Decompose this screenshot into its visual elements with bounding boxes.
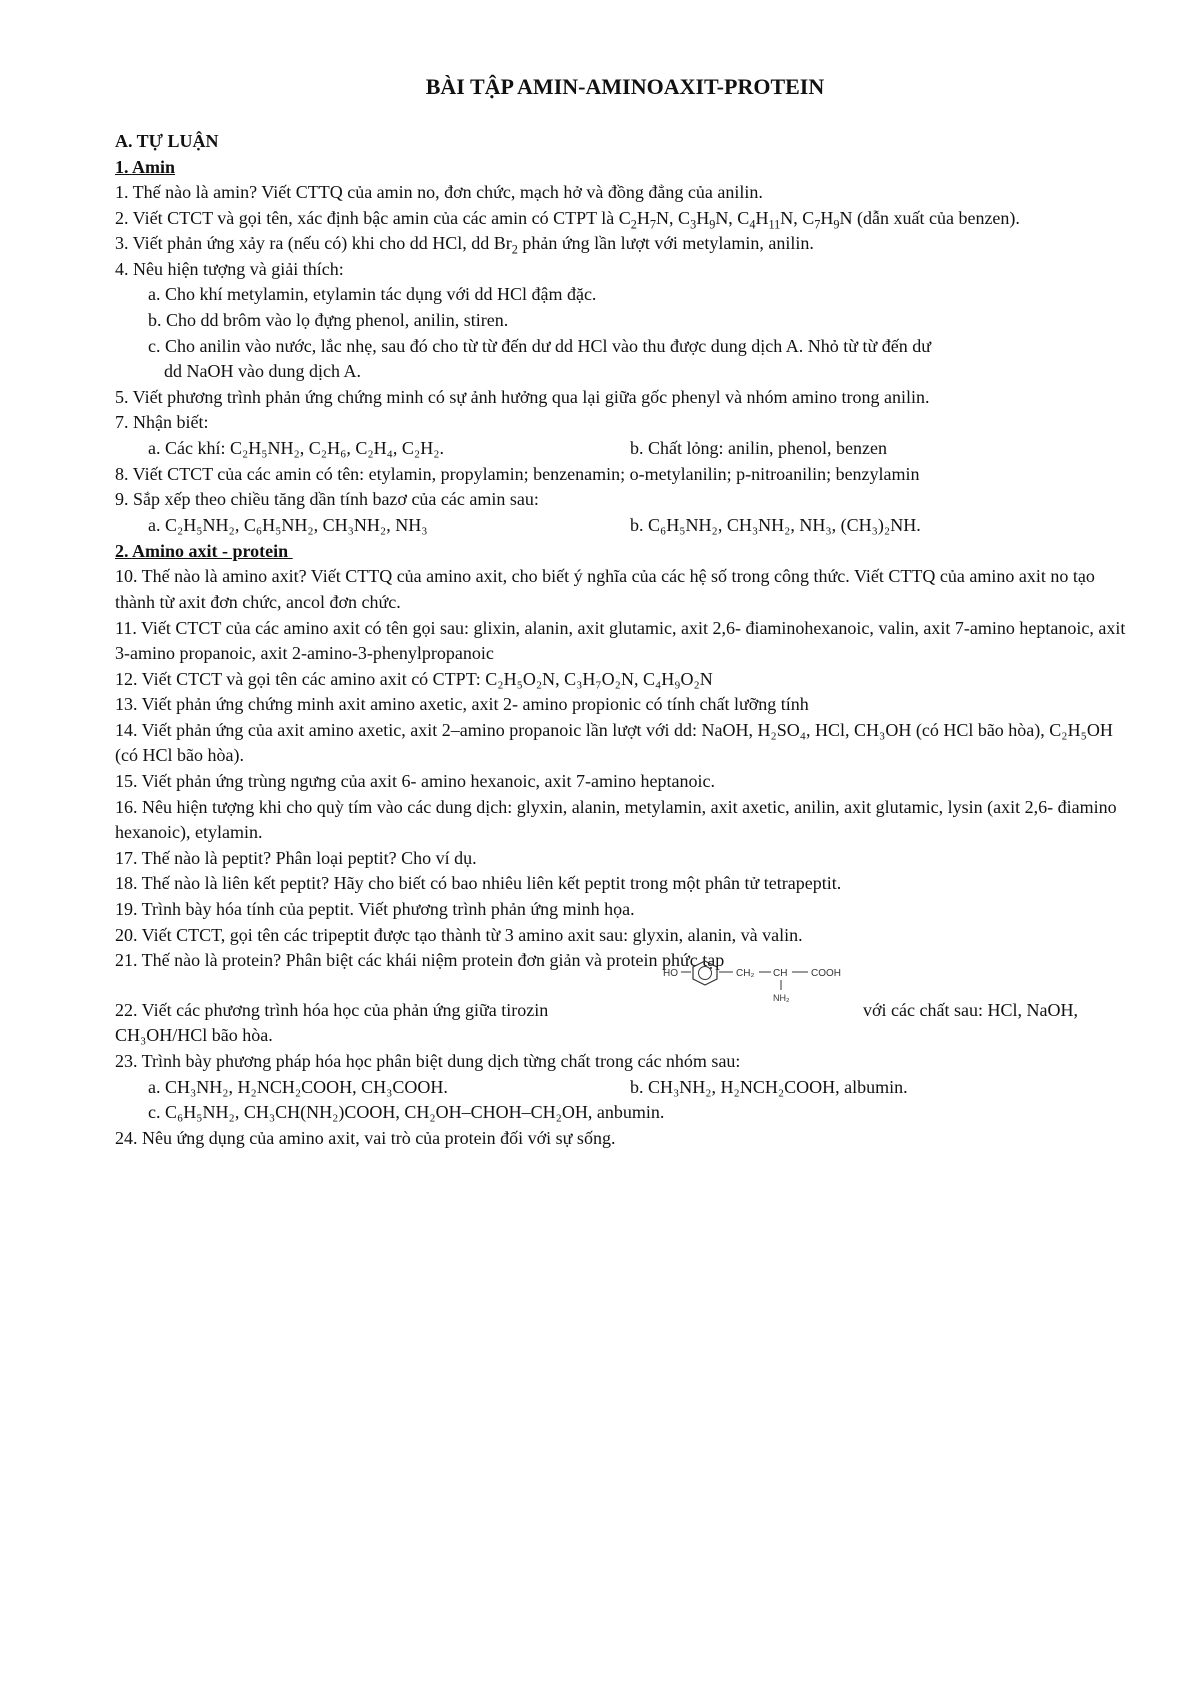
subsection-heading-amino-axit: 2. Amino axit - protein (115, 541, 293, 562)
question-9-options (115, 513, 1135, 539)
struct-benzene-circle (699, 966, 712, 979)
question-4b: b. Cho dd brôm vào lọ đựng phenol, anilin, stiren. (148, 309, 509, 330)
tyrosine-structure (663, 960, 863, 1006)
question-7b: b. Chất lỏng: anilin, phenol, benzen (630, 437, 887, 458)
struct-ch-label: CH (773, 967, 788, 979)
question-14: 14. Viết phản ứng của axit amino axetic, axit 2–amino propanoic lần lượt với dd: NaOH, H₂SO₄, HCl, CH₃OH (có HCl bão hòa), C₂H₅OH (có HCl bão hòa). (115, 719, 1113, 766)
struct-ch2-label: CH₂ (736, 967, 755, 979)
question-5: 5. Viết phương trình phản ứng chứng minh có sự ảnh hưởng qua lại giữa gốc phenyl và nhóm amino trong anilin. (115, 386, 930, 407)
question-1: 1. Thế nào là amin? Viết CTTQ của amin no, đơn chức, mạch hở và đồng đẳng của anilin. (115, 182, 763, 202)
question-22-text-after: với các chất sau: HCl, NaOH, (863, 999, 1078, 1020)
question-24: 24. Nêu ứng dụng của amino axit, vai trò của protein đối với sự sống. (115, 1127, 616, 1148)
question-11: 11. Viết CTCT của các amino axit có tên gọi sau: glixin, alanin, axit glutamic, axit 2,6- điaminohexanoic, valin, axit 7-amino heptanoic, axit 3-amino propanoic, axit 2-amino-3-phenylpropanoic (115, 617, 1126, 664)
question-23-options (115, 1075, 1135, 1101)
question-23b: b. CH₃NH₂, H₂NCH₂COOH, albumin. (630, 1076, 908, 1097)
question-7-options (115, 436, 1135, 462)
question-10: 10. Thế nào là amino axit? Viết CTTQ của amino axit, cho biết ý nghĩa của các hệ số trong công thức. Viết CTTQ của amino axit no tạo thành từ axit đơn chức, ancol đơn chức. (115, 566, 1095, 612)
question-22-cont: CH₃OH/HCl bão hòa. (115, 1025, 273, 1046)
question-4c-line1: c. Cho anilin vào nước, lắc nhẹ, sau đó cho từ từ đến dư dd HCl vào thu được dung dịch A. Nhỏ từ từ đến dư (148, 335, 931, 356)
subsection-heading-amin: 1. Amin (115, 157, 176, 177)
question-23: 23. Trình bày phương pháp hóa học phân biệt dung dịch từng chất trong các nhóm sau: (115, 1051, 741, 1071)
question-12: 12. Viết CTCT và gọi tên các amino axit có CTPT: C₂H₅O₂N, C₃H₇O₂N, C₄H₉O₂N (115, 668, 713, 689)
question-13: 13. Viết phản ứng chứng minh axit amino axetic, axit 2- amino propionic có tính chất lưỡng tính (115, 694, 809, 715)
struct-nh2-label: NH₂ (773, 992, 790, 1003)
question-2: 2. Viết CTCT và gọi tên, xác định bậc amin của các amin có CTPT là $C_2H_7N$, $C_3H_9N$, $C_4H_{11}N$, $C_7H_9N$ (dẫn xuất của benzen). (115, 207, 1020, 232)
page-title: BÀI TẬP AMIN-AMINOAXIT-PROTEIN (425, 74, 825, 99)
question-8: 8. Viết CTCT của các amin có tên: etylamin, propylamin; benzenamin; o-metylanilin; p-nitroanilin; benzylamin (115, 463, 920, 484)
question-4c-line2: dd NaOH vào dung dịch A. (164, 361, 361, 382)
document-page (115, 72, 1135, 1151)
section-heading-a: A. TỰ LUẬN (115, 131, 219, 151)
question-20: 20. Viết CTCT, gọi tên các tripeptit được tạo thành từ 3 amino axit sau: glyxin, alanin, và valin. (115, 924, 803, 945)
question-21: 21. Thế nào là protein? Phân biệt các khái niệm protein đơn giản và protein phức tạp (115, 950, 725, 971)
question-9: 9. Sắp xếp theo chiều tăng dần tính bazơ của các amin sau: (115, 489, 539, 510)
question-17: 17. Thế nào là peptit? Phân loại peptit? Cho ví dụ. (115, 847, 477, 868)
question-3: 3. Viết phản ứng xảy ra (nếu có) khi cho dd HCl, dd $Br_2$ phản ứng lần lượt với metylamin, anilin. (115, 233, 814, 257)
question-7a: a. Các khí: C₂H₅NH₂, C₂H₆, C₂H₄, C₂H₂. (148, 437, 444, 458)
question-23c: c. C₆H₅NH₂, CH₃CH(NH₂)COOH, CH₂OH–CHOH–CH₂OH, anbumin. (148, 1102, 665, 1123)
question-4c (115, 334, 1135, 385)
question-7: 7. Nhận biết: (115, 412, 209, 433)
question-15: 15. Viết phản ứng trùng ngưng của axit 6- amino hexanoic, axit 7-amino heptanoic. (115, 771, 715, 792)
question-4a: a. Cho khí metylamin, etylamin tác dụng với dd HCl đậm đặc. (148, 284, 597, 305)
question-19: 19. Trình bày hóa tính của peptit. Viết phương trình phản ứng minh họa. (115, 899, 635, 920)
question-18: 18. Thế nào là liên kết peptit? Hãy cho biết có bao nhiêu liên kết peptit trong một phân tử tetrapeptit. (115, 873, 842, 894)
struct-benzene-ring (693, 961, 717, 985)
question-22-text: 22. Viết các phương trình hóa học của phản ứng giữa tirozin (115, 999, 549, 1020)
question-9a: a. C₂H₅NH₂, C₆H₅NH₂, CH₃NH₂, NH₃ (148, 514, 428, 535)
question-23a: a. CH₃NH₂, H₂NCH₂COOH, CH₃COOH. (148, 1076, 448, 1097)
struct-ho-label: HO (663, 967, 678, 979)
question-9b: b. C₆H₅NH₂, CH₃NH₂, NH₃, (CH₃)₂NH. (630, 514, 921, 535)
struct-cooh-label: COOH (811, 967, 841, 979)
question-4: 4. Nêu hiện tượng và giải thích: (115, 258, 344, 279)
question-22 (115, 967, 1135, 1024)
question-16: 16. Nêu hiện tượng khi cho quỳ tím vào các dung dịch: glyxin, alanin, metylamin, axit axetic, anilin, axit glutamic, lysin (axit 2,6- điamino hexanoic), etylamin. (115, 796, 1117, 843)
